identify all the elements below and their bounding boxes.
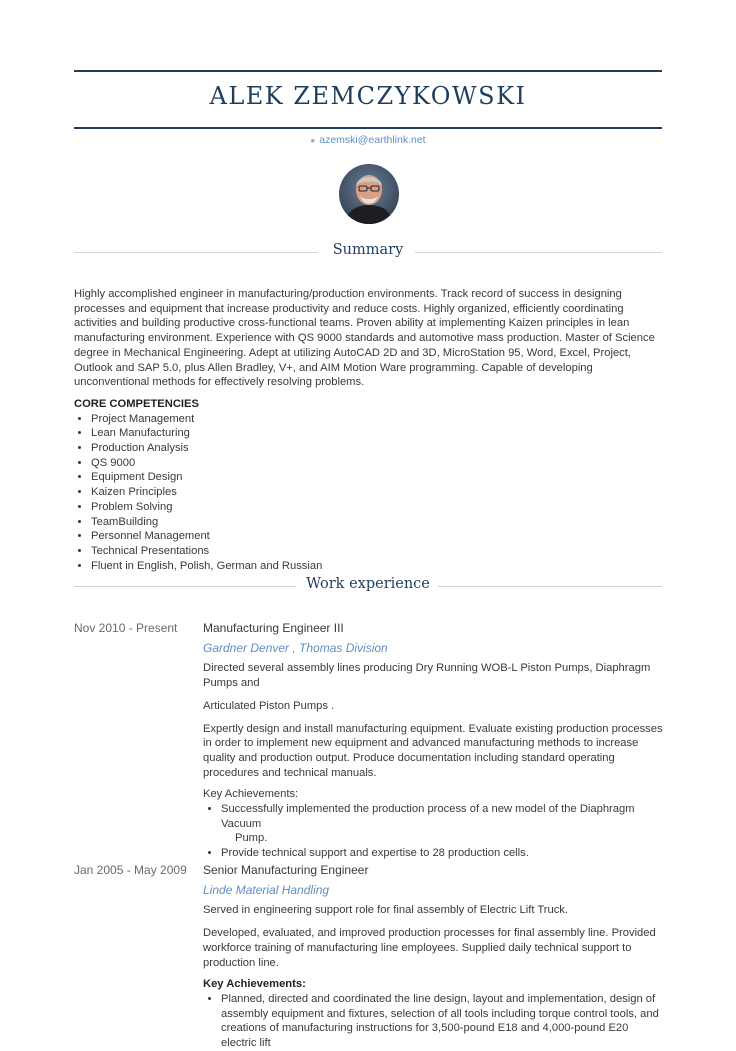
job-date: Nov 2010 - Present — [74, 621, 178, 635]
candidate-name: ALEK ZEMCZYKOWSKI — [209, 82, 527, 110]
list-item: • Fluent in English, Polish, German and Russian — [91, 559, 662, 574]
list-item: • Problem Solving — [91, 500, 662, 515]
summary-heading — [74, 242, 662, 262]
job-title: Senior Manufacturing Engineer — [203, 863, 369, 877]
header-top-rule — [74, 70, 662, 72]
achievement-list — [203, 802, 663, 861]
list-item: • Planned, directed and coordinated the line design, layout and implementation, design of assembly equipment and fixtures, selection of all tools including torque control tools, and creations of manufacturing instructions for 3,500-pound E18 and 4,000-pound E20 electric lift — [221, 992, 663, 1051]
job-description: Developed, evaluated, and improved production processes for final assembly line. Provided workforce training of manufacturing line employees. Supplied daily technical support to production line. — [203, 927, 656, 969]
list-item: • QS 9000 — [91, 456, 662, 471]
key-achievements-label: Key Achievements: — [203, 978, 306, 991]
avatar — [339, 164, 399, 224]
list-item: • Lean Manufacturing — [91, 426, 662, 441]
list-item: • Personnel Management — [91, 529, 662, 544]
job-body — [203, 863, 663, 1051]
achievement-text: Successfully implemented the production process of a new model of the Diaphragm Vacuum — [221, 803, 635, 830]
profile-photo — [339, 164, 399, 224]
job-body — [203, 621, 663, 861]
list-item: • Provide technical support and expertise to 28 production cells. — [221, 846, 663, 861]
work-experience-heading — [74, 576, 662, 596]
job-description: Expertly design and install manufacturing equipment. Evaluate existing production processes in order to implement new equipment and advanced manufacturing methods to increase quality and production output. Produce documentation including standard operating procedures and technical manuals. — [203, 722, 663, 779]
competency-list — [74, 412, 662, 574]
list-item: • Kaizen Principles — [91, 485, 662, 500]
contact-line — [74, 134, 662, 146]
summary-text: Highly accomplished engineer in manufacturing/production environments. Track record of success in designing processes and equipment that increase productivity and reduce costs. Highly organized, efficiently coordinating activities and building productive cross-functional teams. Proven ability at implementing Kaizen principles in lean manufacturing environment. Experience with QS 9000 standards and automotive mass production. Master of Science degree in Mechanical Engineering. Adept at utilizing AutoCAD 2D and 3D, MicroStation 95, Word, Excel, Project, Outlook and SAP 5.0, plus Allen Bradley, V+, and AIM Motion Ware programming. Capable of developing unconventional methods for effectively resolving problems. — [74, 288, 655, 389]
job-description: Served in engineering support role for final assembly of Electric Lift Truck. — [203, 904, 569, 917]
key-achievements-label: Key Achievements: — [203, 788, 299, 801]
section-title: Summary — [332, 242, 404, 258]
summary-section — [74, 287, 662, 573]
bullet-icon: ● — [310, 136, 316, 145]
header-bottom-rule — [74, 127, 662, 129]
list-item: • Technical Presentations — [91, 544, 662, 559]
job-description: Articulated Piston Pumps . — [203, 699, 335, 712]
job-date: Jan 2005 - May 2009 — [74, 863, 187, 877]
list-item: • Project Management — [91, 412, 662, 427]
job-title: Manufacturing Engineer III — [203, 621, 344, 635]
company-name: Linde Material Handling — [203, 882, 330, 897]
list-item: • Equipment Design — [91, 470, 662, 485]
job-description: Directed several assembly lines producing Dry Running WOB-L Piston Pumps, Diaphragm Pumps and — [203, 662, 651, 690]
achievement-list — [203, 992, 663, 1051]
core-competencies-title: CORE COMPETENCIES — [74, 397, 199, 410]
company-name: Gardner Denver , Thomas Division — [203, 640, 388, 655]
email-link[interactable]: azemski@earthlink.net — [319, 134, 426, 146]
section-title: Work experience — [306, 576, 430, 592]
list-item — [221, 802, 663, 846]
list-item: • Production Analysis — [91, 441, 662, 456]
achievement-text: Pump. — [235, 832, 268, 845]
list-item: • TeamBuilding — [91, 515, 662, 530]
